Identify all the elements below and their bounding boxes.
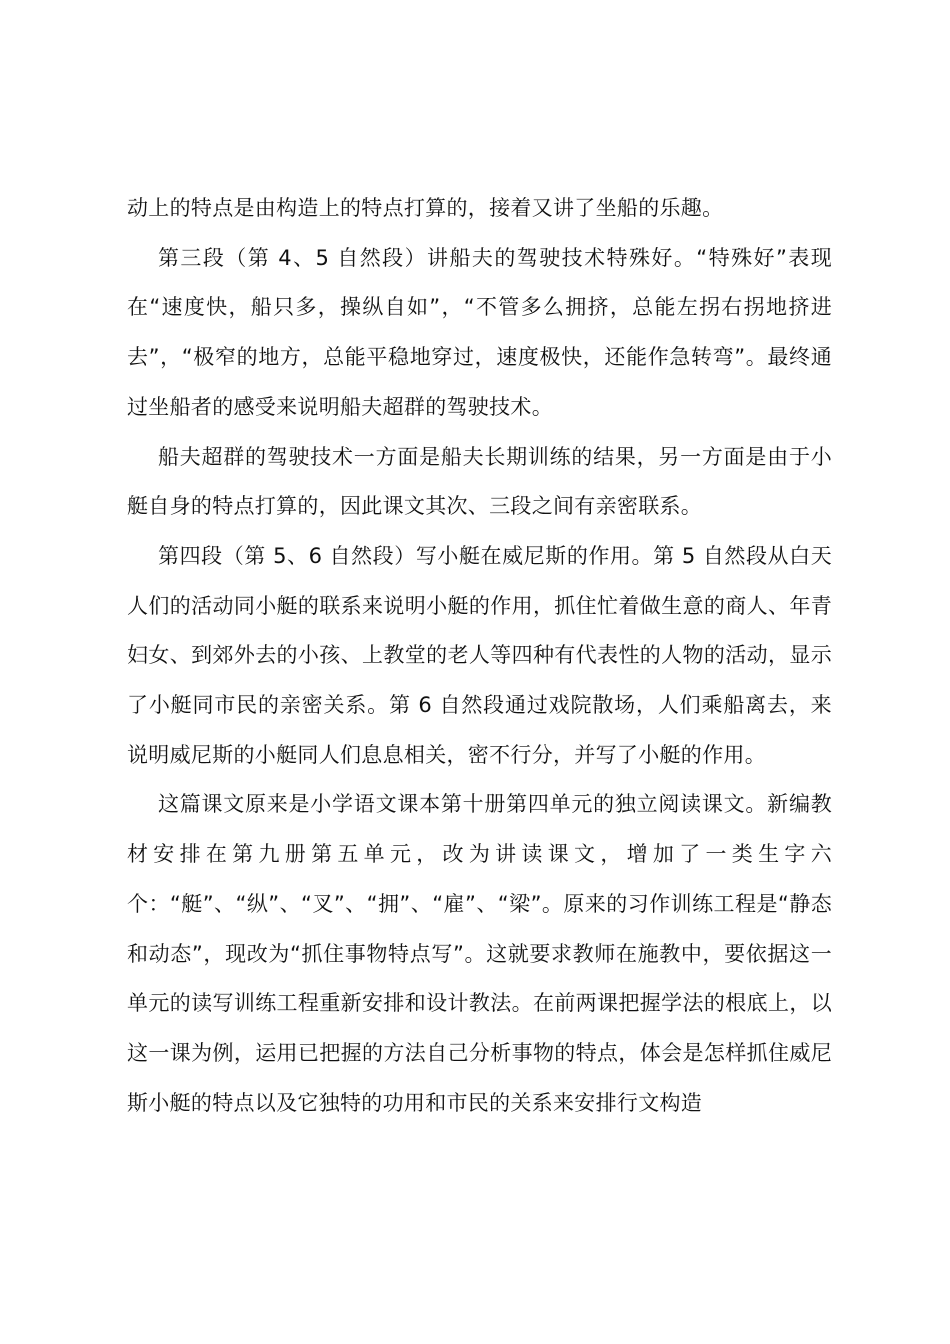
paragraph-3: 船夫超群的驾驶技术一方面是船夫长期训练的结果，另一方面是由于小艇自身的特点打算的，因此课文其次、三段之间有亲密联系。 xyxy=(127,444,832,519)
paragraph-2: 第三段（第 4、5 自然段）讲船夫的驾驶技术特殊好。“特殊好”表现在“速度快，船只多，操纵自如”，“不管多么拥挤，总能左拐右拐地挤进去”，“极窄的地方，总能平稳地穿过，速度极快，还能作急转弯”。最终通过坐船者的感受来说明船夫超群的驾驶技术。 xyxy=(127,245,832,419)
paragraph-1: 动上的特点是由构造上的特点打算的，接着又讲了坐船的乐趣。 xyxy=(127,196,724,220)
paragraph-5: 这篇课文原来是小学语文课本第十册第四单元的独立阅读课文。新编教材安排在第九册第五单元，改为讲读课文，增加了一类生字六个：“艇”、“纵”、“叉”、“拥”、“雇”、“梁”。原来的习作训练工程是“静态和动态”，现改为“抓住事物特点写”。这就要求教师在施教中，要依据这一单元的读写训练工程重新安排和设计教法。在前两课把握学法的根底上，以这一课为例，运用已把握的方法自己分析事物的特点，体会是怎样抓住威尼斯小艇的特点以及它独特的功用和市民的关系来安排行文构造 xyxy=(127,792,832,1115)
paragraph-4: 第四段（第 5、6 自然段）写小艇在威尼斯的作用。第 5 自然段从白天人们的活动同小艇的联系来说明小艇的作用，抓住忙着做生意的商人、年青妇女、到郊外去的小孩、上教堂的老人等四种有代表性的人物的活动，显示了小艇同市民的亲密关系。第 6 自然段通过戏院散场，人们乘船离去，来说明威尼斯的小艇同人们息息相关，密不行分，并写了小艇的作用。 xyxy=(127,543,832,767)
document-body xyxy=(127,184,832,1128)
